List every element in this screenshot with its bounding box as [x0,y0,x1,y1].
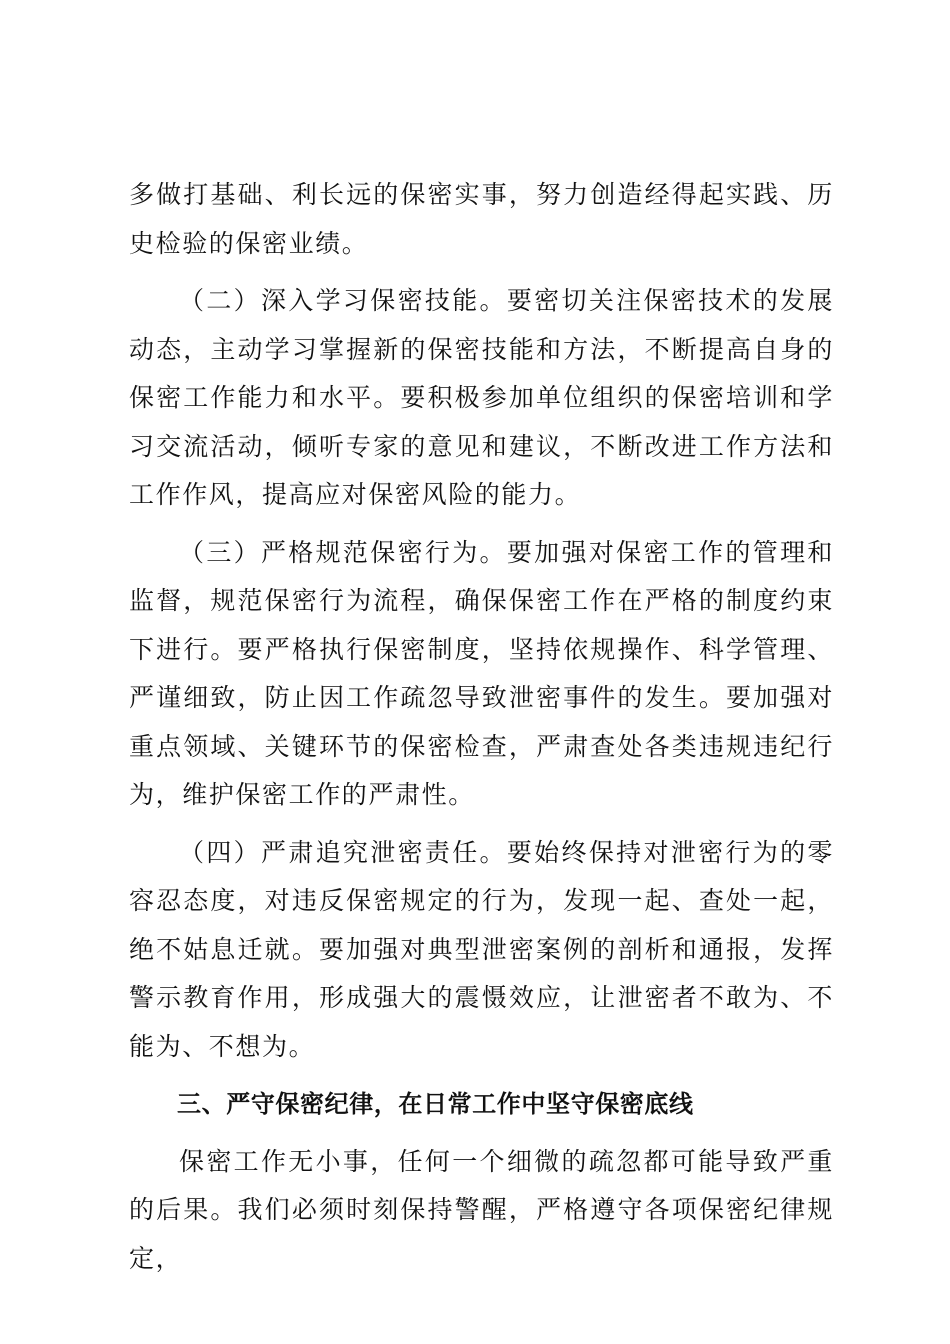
paragraph-behavior: （三）严格规范保密行为。要加强对保密工作的管理和监督，规范保密行为流程，确保保密工作在严格的制度约束下进行。要严格执行保密制度，坚持依规操作、科学管理、严谨细致，防止因工作疏忽导致泄密事件的发生。要加强对重点领域、关键环节的保密检查，严肃查处各类违规违纪行为，维护保密工作的严肃性。 [129,537,834,809]
paragraph-discipline: 保密工作无小事，任何一个细微的疏忽都可能导致严重的后果。我们必须时刻保持警醒，严格遵守各项保密纪律规定， [129,1146,834,1273]
paragraph-continued: 多做打基础、利长远的保密实事，努力创造经得起实践、历史检验的保密业绩。 [129,180,834,258]
section-heading: 三、严守保密纪律，在日常工作中坚守保密底线 [177,1090,694,1118]
document-body [129,171,834,1292]
paragraph-accountability: （四）严肃追究泄密责任。要始终保持对泄密行为的零容忍态度，对违反保密规定的行为，发现一起、查处一起，绝不姑息迁就。要加强对典型泄密案例的剖析和通报，发挥警示教育作用，形成强大的震慑效应，让泄密者不敢为、不能为、不想为。 [129,837,834,1061]
paragraph-skills: （二）深入学习保密技能。要密切关注保密技术的发展动态，主动学习掌握新的保密技能和方法，不断提高自身的保密工作能力和水平。要积极参加单位组织的保密培训和学习交流活动，倾听专家的意见和建议，不断改进工作方法和工作作风，提高应对保密风险的能力。 [129,286,834,509]
